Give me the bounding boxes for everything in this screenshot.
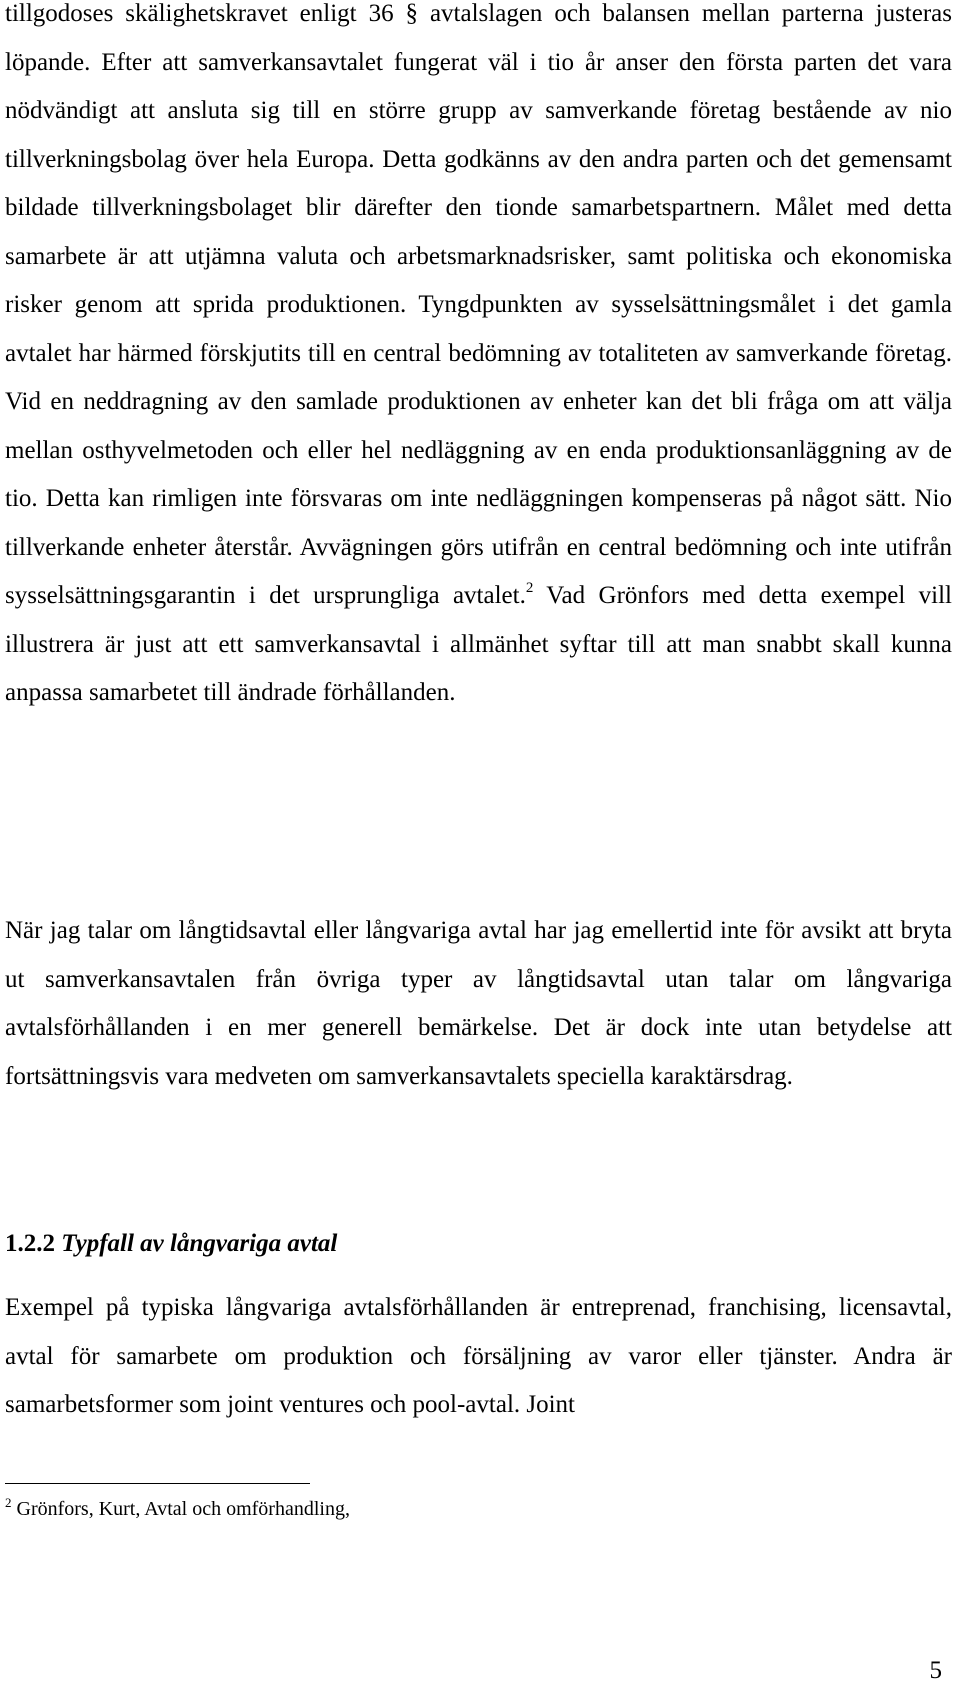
section-heading xyxy=(5,1220,337,1268)
section-number: 1.2.2 xyxy=(5,1230,55,1257)
body-paragraph-3: Exempel på typiska långvariga avtalsförhållanden är entreprenad, franchising, licensavtal, avtal för samarbete om produktion och försäljning av varor eller tjänster. Andra är samarbetsformer som joint ventures och pool-avtal. Joint xyxy=(5,1294,952,1418)
body-paragraph-2: När jag talar om långtidsavtal eller långvariga avtal har jag emellertid inte för avsikt att bryta ut samverkansavtalen från övriga typer av långtidsavtal utan talar om långvariga avtalsförhållanden i en mer generell bemärkelse. Det är dock inte utan betydelse att fortsättningsvis vara medveten om samverkansavtalets speciella karaktärsdrag. xyxy=(5,917,952,1090)
paragraph-1-text: tillgodoses skälighetskravet enligt 36 § avtalslagen och balansen mellan parterna justeras löpande. Efter att samverkansavtalet fungerat väl i tio år anser den första parten det vara nödvändigt att ansluta sig till en större grupp av samverkande företag bestående av nio tillverkningsbolag över hela Europa. Detta godkänns av den andra parten och det gemensamt bildade tillverkningsbolaget blir därefter den tionde samarbetspartnern. Målet med detta samarbete är att utjämna valuta och arbetsmarknadsrisker, samt politiska och ekonomiska risker genom att sprida produktionen. Tyngdpunkten av sysselsättningsmålet i det gamla avtalet har härmed förskjutits till en central bedömning av totaliteten av samverkande företag. Vid en neddragning av den samlade produktionen av enheter kan det bli fråga om att välja mellan osthyvelmetoden och eller hel nedläggning av en enda produktionsanläggning av de tio. Detta kan rimligen inte försvaras om inte nedläggningen kompenseras på något sätt. Nio tillverkande enheter återstår. Avvägningen görs utifrån en central bedömning och inte utifrån sysselsättningsgarantin i det ursprungliga avtalet. xyxy=(5,0,952,609)
page-number: 5 xyxy=(929,1657,942,1684)
footnote-separator xyxy=(5,1483,310,1484)
section-title: Typfall av långvariga avtal xyxy=(61,1230,338,1257)
body-paragraph-1 xyxy=(5,0,952,718)
paragraph-1-text-continued: Vad Grönfors med detta exempel vill illustrera är just att ett samverkansavtal i allmänhet syftar till att man snabbt skall kunna anpassa samarbetet till ändrade förhållanden. xyxy=(5,582,952,706)
footnote xyxy=(5,1495,350,1523)
footnote-text: Grönfors, Kurt, Avtal och omförhandling, xyxy=(16,1498,350,1520)
footnote-marker: 2 xyxy=(5,1495,12,1510)
footnote-reference[interactable]: 2 xyxy=(525,580,534,596)
